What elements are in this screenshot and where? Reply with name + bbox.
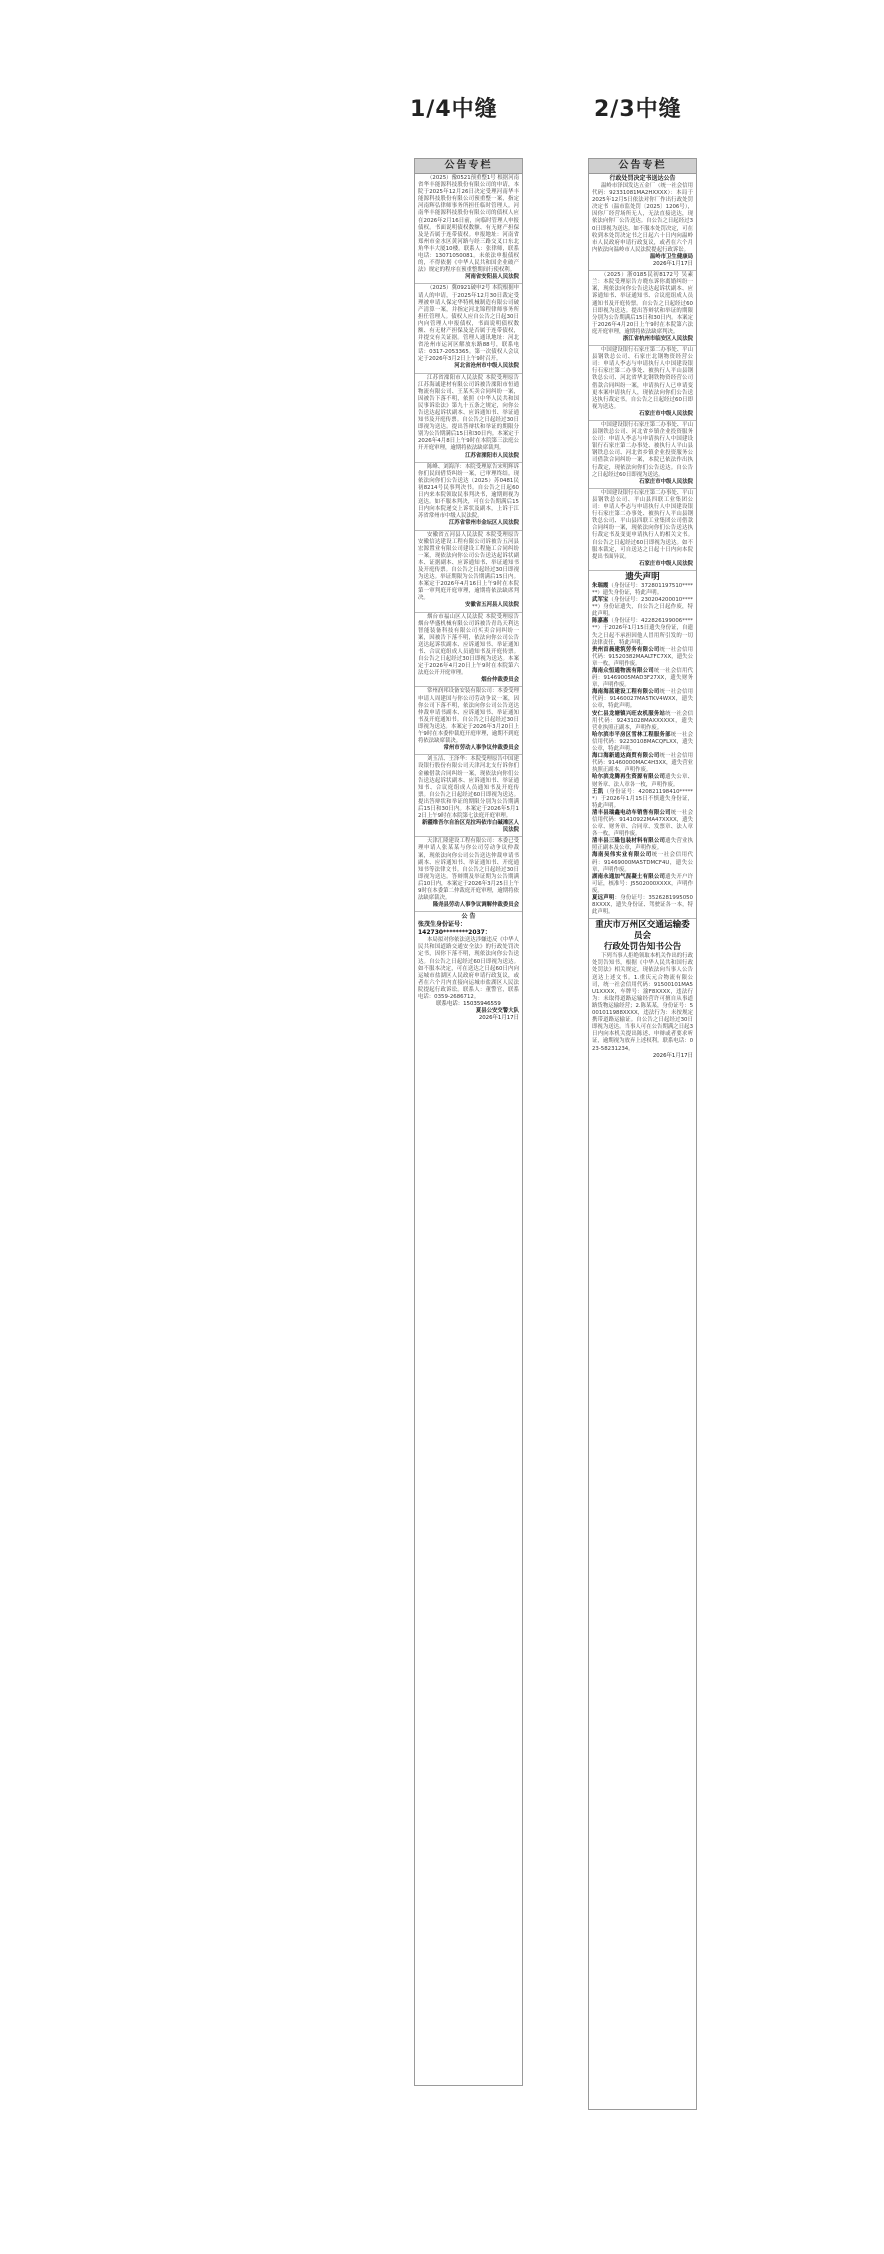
notice-issuer: 烟台仲裁委员会 — [481, 677, 519, 684]
notice — [415, 612, 522, 687]
notice-body: 烟台市福山区人民法院 本院受理原告烟台华盛机械有限公司诉被告青岛天利达智能装备科技有限公司买卖合同纠纷一案，因被告下落不明，依法向你公司公告送达起诉状副本、应诉通知书、举证通知书、合议庭组成人员通知书及开庭传票。自公告之日起经过30日即视为送达。本案定于2026年4月20日上午9时在本院第六法庭公开开庭审理。 — [418, 613, 519, 677]
notice — [415, 754, 522, 836]
lost-notice-item — [592, 618, 693, 646]
lost-notice-party: 湖南永通加气混凝土有限公司 — [592, 873, 666, 880]
lost-notice-party: 武军宝 — [592, 597, 609, 604]
lost-notice-text: （身份证号：420821198410******）于2026年1月15日不慎遗失身份证，特此声明。 — [592, 788, 693, 809]
notice-subtitle: 行政处罚告知书公告 — [603, 942, 682, 953]
lost-notice-title: 遗失声明 — [625, 571, 660, 582]
notice-column-right — [588, 158, 697, 2110]
lost-notice-text: 统一社会信用代码：91469000MA5TDMCF4U，遗失公章，声明作废。 — [592, 852, 693, 873]
lost-notice-item — [592, 852, 693, 873]
notice-body: 天津汇隆建设工程有限公司：本委已受理申请人张某某与你公司劳动争议仲裁案，现依法向你公司公告送达仲裁申请书副本、应诉通知书、举证通知书、开庭通知书等法律文书。自公告之日起经过30日即视为送达。答辩期及举证期为公告期满后10日内，本案定于2026年3月25日上午9时在本委第二仲裁庭开庭审理，逾期将依法缺席裁决。 — [418, 838, 519, 902]
lost-notice-party: 安仁县龙塘镇兴旺农机服务站 — [592, 710, 666, 717]
column-banner: 公告专栏 — [415, 159, 522, 174]
notice-title: 公 告 — [461, 913, 476, 921]
notice-issuer: 隆尧县劳动人事争议调解仲裁委员会 — [432, 902, 519, 909]
lost-notice-text: 统一社会信用代码：91460000MAC4H3XX，遗失营业执照正副本，声明作废。 — [592, 753, 693, 774]
lost-notice-text: ：身份证号：35262819950508XXXX，遗失身份证、驾驶证各一本，特此声明。 — [592, 895, 693, 916]
notice-title: 行政处罚决定书送达公告 — [609, 175, 676, 182]
lost-notice-item — [592, 668, 693, 689]
lost-notice-item — [592, 774, 693, 788]
notice-body: 下列当事人拒绝领取本机关作出的行政处罚告知书，根据《中华人民共和国行政处罚法》相关规定，现依法向当事人公告送达上述文书。1.重庆元合物流有限公司，统一社会信用代码：91500101MA5U1XXXX，车牌号：渝F8XXXX，违法行为：未取得道路运输经营许可擅自从事道路货物运输经营；2.陈某某，身份证号：5001011988XXXX，违法行为：未按规定携带道路运输证。自公告之日起经过30日即视为送达。当事人可在公告期满之日起3日内向本机关提出陈述、申辩或者要求听证，逾期视为放弃上述权利。联系电话：023-58231234。 — [592, 953, 693, 1052]
lost-notice-party: 哈尔滨市平房区雪林工程服务部 — [592, 731, 671, 738]
notice-issuer: 江苏省溧阳市人民法院 — [465, 452, 519, 459]
notice-body: 中国建设银行石家庄第二办事处、平山县钢铁总公司、河北省乡镇企业投资服务公司：申请人李志与申请执行人中国建设银行石家庄第二办事处、被执行人平山县钢铁总公司、河北省乡镇企业投资服务公司借款合同纠纷一案，本院已依法作出执行裁定，现依法向你们公告送达。自公告之日起经过60日即视为送达。 — [592, 422, 693, 478]
lost-notice-party: 海口海新通达商贸有限公司 — [592, 753, 660, 760]
notice-issuer: 石家庄市中级人民法院 — [639, 560, 693, 567]
lost-notice-party: 贵州首晨建筑劳务有限公司 — [592, 646, 660, 653]
lost-notice-party: 王凯 — [592, 788, 604, 795]
page-heading-left: 1/4中缝 — [410, 97, 498, 122]
lost-notice-text: 统一社会信用代码：92431028MAXXXXXX，遗失营业执照正副本，声明作废。 — [592, 710, 693, 731]
lost-notice-party: 清丰县三隆包装材料有限公司 — [592, 838, 666, 845]
notice-body: （2025）冀0921破申2号 本院根据申请人的申请，于2025年12月30日裁定受理被申请人保定华特机械制造有限公司破产清算一案，并指定河北锦程律师事务所担任管理人。债权人应自公告之日起30日内向管理人申报债权，书面说明债权数额、有无财产担保及是否属于连带债权，并提交有关证据。管理人通讯地址：河北省沧州市运河区解放东路88号，联系电话：0317-2053365。第一次债权人会议定于2026年3月2日上午9时召开。 — [418, 285, 519, 363]
notice — [415, 174, 522, 283]
lost-notice-text: 遗失公章、财务章、法人章各一枚，声明作废。 — [592, 774, 693, 788]
notice-issuer: 石家庄市中级人民法院 — [639, 478, 693, 485]
lost-notice-text: （身份证号：230204200010******）身份证遗失，自公告之日起作废，特此声明。 — [592, 597, 693, 618]
notice-column-left — [414, 158, 523, 2086]
lost-notice-text: 统一社会信用代码：91520382MAALTFC7XX，遗失公章一枚，声明作废。 — [592, 646, 693, 667]
notice-body: 江苏省溧阳市人民法院 本院受理原告江苏海诚建材有限公司诉被告溧阳市恒通物流有限公司、王某买卖合同纠纷一案，因被告下落不明，依照《中华人民共和国民事诉讼法》第九十五条之规定，向你公告送达起诉状副本、应诉通知书、举证通知书及开庭传票。自公告之日起经过30日即视为送达。提出答辩状和举证的期限分别为公告期满后15日和30日内。本案定于2026年4月8日上午9时在本院第三法庭公开开庭审理，逾期将依法缺席裁判。 — [418, 374, 519, 452]
lost-notice-party: 哈尔滨龙腾再生资源有限公司 — [592, 774, 666, 781]
notice-body: （2025）浙0185民初8172号 吴素兰：本院受理原告方晓东诉你离婚纠纷一案，现依法向你公告送达起诉状副本、应诉通知书、举证通知书、合议庭组成人员通知书及开庭传票。自公告之日起经过60日即视为送达。提出答辩状和举证的期限分别为公告期满后15日和30日内。本案定于2026年4月20日上午9时在本院第六法庭开庭审理，逾期将依法缺席判决。 — [592, 272, 693, 335]
notice-date: 2026年1月17日 — [478, 1015, 519, 1022]
notice-body: 安徽省五河县人民法院 本院受理原告安徽信达建设工程有限公司诉被告五河县宏源置业有限公司建设工程施工合同纠纷一案，现依法向你公司公告送达起诉状副本、证据副本、应诉通知书、举证通知书及开庭传票。自公告之日起经过30日即视为送达。举证期限为公告期满后15日内。本案定于2026年4月16日上午9时在本院第一审判庭开庭审理，逾期将依法缺席判决。 — [418, 531, 519, 602]
notice-issuer: 新疆维吾尔自治区克拉玛依市白碱滩区人民法院 — [421, 820, 519, 834]
lost-notice-party: 海南海蓝建设工程有限公司 — [592, 689, 660, 696]
notice-issuer: 江苏省常州市金坛区人民法院 — [448, 520, 519, 527]
notice-date: 2026年1月17日 — [652, 1052, 693, 1059]
column-banner: 公告专栏 — [589, 159, 696, 174]
notice-issuer: 温岭市卫生健康局 — [649, 253, 693, 260]
lost-notice-party: 清丰县瑞鑫电动车销售有限公司 — [592, 809, 671, 816]
notice-body: （2025）豫0521预重整1号 根据河南省华丰能源科技股份有限公司的申请，本院于2025年12月26日决定受理河南华丰能源科技股份有限公司预重整一案，指定河南辉弘律师事务所担任临时管理人。河南华丰能源科技股份有限公司的债权人应在2026年2月16日前，向临时管理人申报债权。书面说明债权数额、有无财产担保及是否属于连带债权。申报地址：河南省郑州市金水区黄河路与经三路交叉口东北角华丰大厦10楼。联系人：张律师，联系电话：13071050081。未依法申报债权的，不得依据《中华人民共和国企业破产法》规定的程序在预重整期间行使权利。 — [418, 175, 519, 274]
notice-date: 2026年1月17日 — [652, 261, 693, 268]
notice-body: 陈峰、刘海洋：本院受理原告宋明辉诉你们民间借贷纠纷一案，已审理终结。现依法向你们公告送达（2025）苏0481民初8214号民事判决书。自公告之日起60日内来本院领取民事判决书，逾期则视为送达。如不服本判决，可在公告期满后15日内向本院递交上诉状及副本，上诉于江苏省常州市中级人民法院。 — [418, 463, 519, 520]
notice — [589, 174, 696, 270]
notice — [415, 836, 522, 911]
page-heading-right: 2/3中缝 — [594, 97, 682, 122]
notice-body: 温岭市泽国发达五金厂（统一社会信用代码：92331081MA2HXXXX）：本局于2025年12月5日依法对你厂作出行政处罚决定书（温市监处罚〔2025〕1206号），因你厂经营场所无人，无法直接送达，现依法向你厂公告送达。自公告之日起经过30日即视为送达。如不服本处罚决定，可在收到本处罚决定书之日起六十日内向温岭市人民政府申请行政复议，或者在六个月内依法向温岭市人民法院提起行政诉讼。 — [592, 183, 693, 253]
lost-notice-item — [592, 838, 693, 852]
notice-body: 中国建设银行石家庄第二办事处、平山县钢铁总公司、石家庄北钢物资经营公司：申请人李志与申请执行人中国建设银行石家庄第二办事处、被执行人平山县钢铁总公司、河北省华北钢铁物资经营公司借款合同纠纷一案，申请执行人已申请变更本案申请执行人，现依法向你们公告送达执行裁定书。自公告之日起经过60日即视为送达。 — [592, 347, 693, 410]
lost-notice-section — [589, 570, 696, 918]
lost-notice-list — [592, 583, 693, 916]
notice-body: 常州润邦设备安装有限公司：本委受理申请人周建国与你公司劳动争议一案，因你公司下落不明，依法向你公司公告送达仲裁申请书副本、应诉通知书、举证通知书及开庭通知书。自公告之日起经过30日即视为送达。本案定于2026年3月20日上午9时在本委仲裁庭开庭审理，逾期不到庭将依法缺席裁决。 — [418, 688, 519, 745]
notice-subtitle: 张茂生身份证号：142730********2037： — [418, 921, 491, 937]
notice — [589, 345, 696, 420]
notice-issuer: 常州市劳动人事争议仲裁委员会 — [443, 745, 519, 752]
lost-notice-party: 朱瑞霞 — [592, 582, 609, 589]
notice — [589, 488, 696, 570]
notice-body: 中国建设银行石家庄第二办事处、平山县钢铁总公司、平山县四联工业集团公司：申请人李志与申请执行人中国建设银行石家庄第二办事处、被执行人平山县钢铁总公司、平山县四联工业集团公司借款合同纠纷一案，现依法向你们公告送达执行裁定书及变更申请执行人的相关文书。自公告之日起经过60日即视为送达。如不服本裁定，可自送达之日起十日内向本院提出书面异议。 — [592, 489, 693, 560]
lost-notice-party: 海南众恒通物流有限公司 — [592, 668, 654, 674]
notice — [589, 420, 696, 488]
lost-notice-text: 统一社会信用代码：91410922MA47XXXX，遗失公章、财务章、合同章、发票章、法人章各一枚，声明作废。 — [592, 809, 693, 838]
lost-notice-item — [592, 732, 693, 753]
notice — [589, 918, 696, 1061]
notice — [415, 686, 522, 754]
lost-notice-item — [592, 689, 693, 710]
notice — [589, 270, 696, 345]
lost-notice-item — [592, 711, 693, 732]
notice-issuer: 河北省沧州市中级人民法院 — [454, 363, 519, 370]
lost-notice-text: 遗失营业执照正副本及公章，声明作废。 — [592, 838, 693, 852]
lost-notice-party: 夏远声明 — [592, 895, 615, 901]
notice-body: 刘玉洁、王泽华：本院受理原告中国建设银行股份有限公司天津河北支行诉你们金融借款合同纠纷一案，现依法向你们公告送达起诉状副本、应诉通知书、举证通知书、合议庭组成人员通知书及开庭传票。自公告之日起经过60日即视为送达。提出答辩状和举证的期限分别为公告期满后15日和30日内。本案定于2026年5月12日上午9时在本院第七法庭开庭审理。 — [418, 756, 519, 820]
lost-notice-item — [592, 597, 693, 618]
lost-notice-item — [592, 895, 693, 916]
lost-notice-party: 陈嘉惠 — [592, 618, 609, 625]
lost-notice-item — [592, 753, 693, 774]
notice — [415, 462, 522, 530]
notice — [415, 373, 522, 462]
lost-notice-text: 统一社会信用代码：92230108MACQFLXX，遗失公章，特此声明。 — [592, 731, 693, 753]
lost-notice-text: 统一社会信用代码：91460027MA5TKV4WXX，遗失公章，特此声明。 — [592, 689, 693, 710]
notice-issuer: 石家庄市中级人民法院 — [639, 410, 693, 417]
notice-issuer: 安徽省五河县人民法院 — [465, 602, 519, 609]
lost-notice-text: （身份证号：372801197510******）遗失身份证，特此声明。 — [592, 582, 693, 596]
notice-body: 本局拟对你依法送达涉嫌违反《中华人民共和国道路交通安全法》的行政处罚决定书，因你下落不明，现依法向你公告送达。自公告之日起经过60日即视为送达。如不服本决定，可在送达之日起60日内向运城市盐湖区人民政府申请行政复议，或者在六个月内直接向运城市盐湖区人民法院提起行政诉讼。联系人：董警官，联系电话：0359-2686712。 — [418, 937, 519, 1001]
notice — [415, 283, 522, 372]
lost-notice-item — [592, 810, 693, 838]
notice — [415, 911, 522, 1024]
lost-notice-text: 统一社会信用代码：91469005MAD3F27XX，遗失财务章，声明作废。 — [592, 668, 693, 689]
lost-notice-item — [592, 583, 693, 597]
lost-notice-party: 海南吴伟实业有限公司 — [592, 852, 652, 859]
notice-title: 重庆市万州区交通运输委员会 — [595, 920, 690, 942]
lost-notice-text: （身份证号：422826199006******）于2026年1月15日遗失身份证，自遗失之日起不承担因他人冒用所引发的一切法律责任，特此声明。 — [592, 618, 693, 646]
notice-issuer: 河南省安阳县人民法院 — [465, 274, 519, 281]
notice — [415, 530, 522, 612]
notice-contact: 联系电话：15035946559 — [436, 1001, 501, 1008]
lost-notice-item — [592, 789, 693, 810]
lost-notice-item — [592, 647, 693, 668]
notice-issuer: 浙江省杭州市临安区人民法院 — [622, 335, 693, 342]
notice-issuer: 夏县公安交警大队 — [475, 1008, 519, 1015]
lost-notice-text: 遗失开户许可证，核准号：J5502000XXXX，声明作废。 — [592, 873, 693, 894]
lost-notice-item — [592, 874, 693, 895]
